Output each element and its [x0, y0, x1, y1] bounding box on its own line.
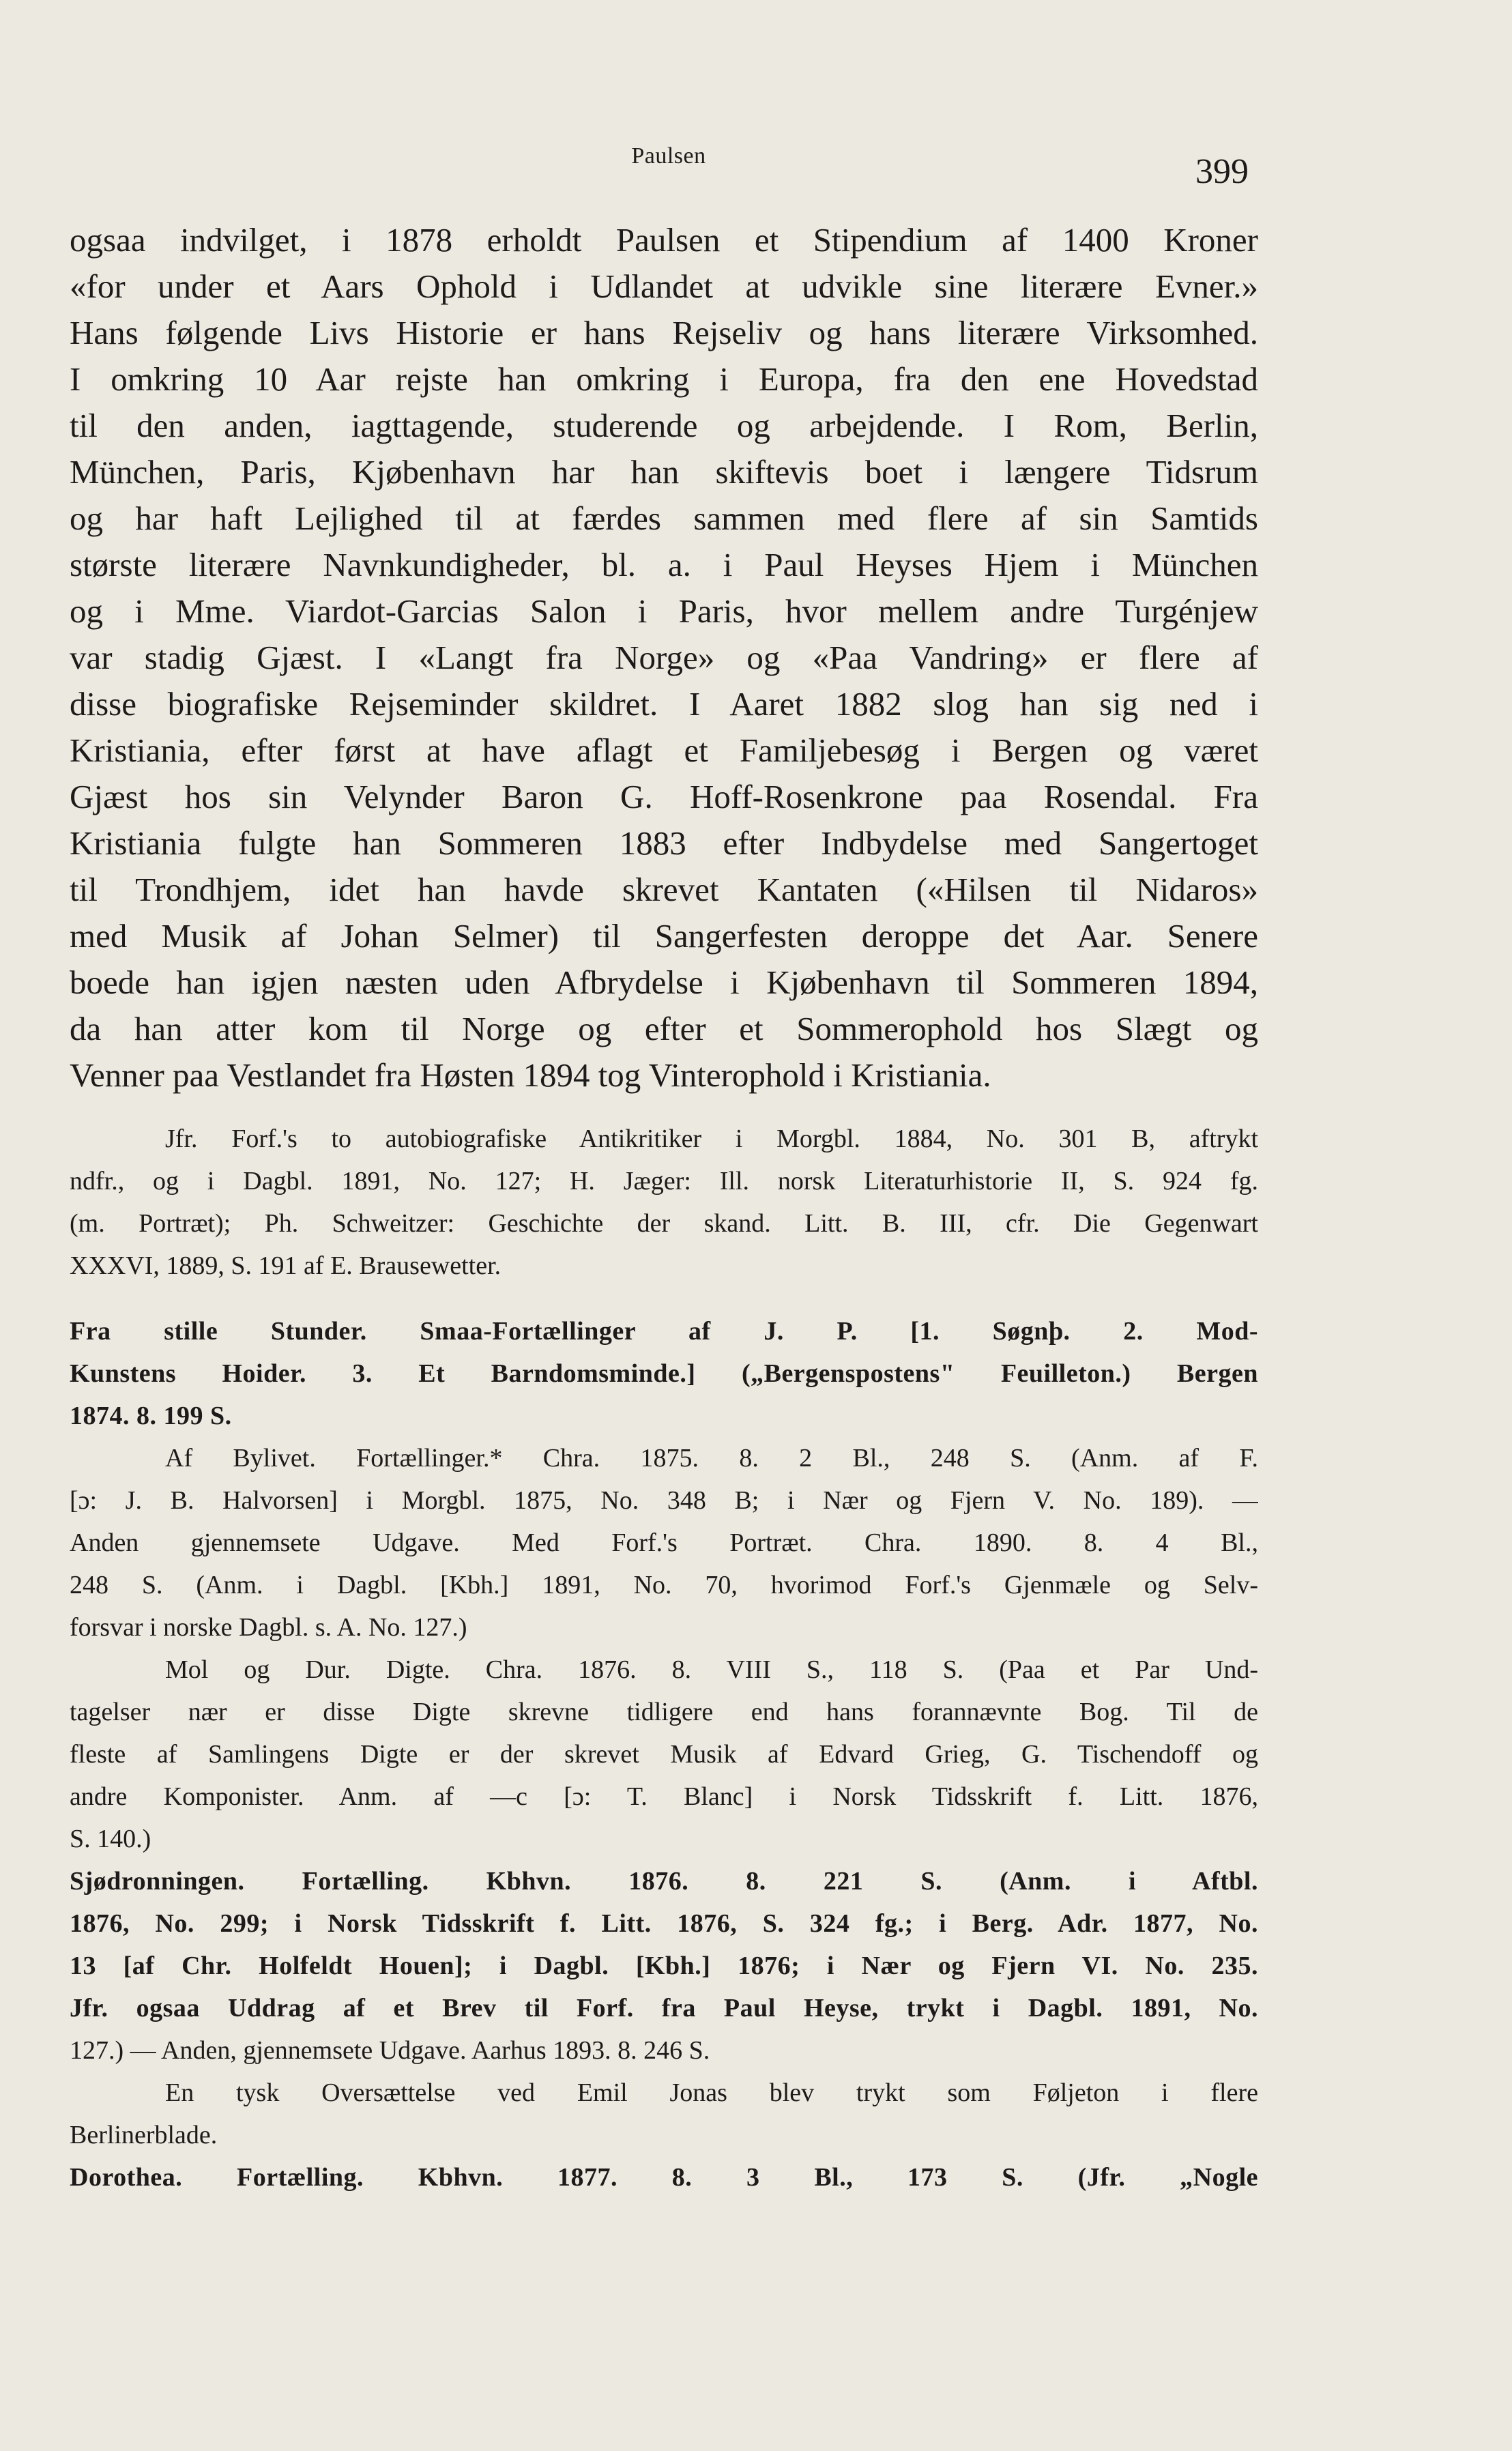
- entry-line: Af Bylivet. Fortællinger.* Chra. 1875. 8. 2 Bl., 248 S. (Anm. af F.: [165, 1444, 1258, 1473]
- bibliography-entry-mol-og-dur: [70, 1649, 1258, 1860]
- entry-line: Berlinerblade.: [70, 2121, 218, 2149]
- text-line: Hans følgende Livs Historie er hans Rejseliv og hans literære Virksomhed.: [70, 314, 1258, 351]
- bibliography-entry-dorothea: [70, 2156, 1258, 2199]
- sources-note: [70, 1118, 1258, 1287]
- text-line: München, Paris, Kjøbenhavn har han skiftevis boet i længere Tidsrum: [70, 453, 1258, 491]
- page-number: 399: [1195, 152, 1249, 191]
- text-line: Venner paa Vestlandet fra Høsten 1894 tog Vinterophold i Kristiania.: [70, 1056, 991, 1094]
- entry-line: andre Komponister. Anm. af —c [ɔ: T. Blanc] i Norsk Tidsskrift f. Litt. 1876,: [70, 1782, 1258, 1811]
- text-line: Kristiania fulgte han Sommeren 1883 efter Indbydelse med Sangertoget: [70, 824, 1258, 862]
- text-line: var stadig Gjæst. I «Langt fra Norge» og «Paa Vandring» er flere af: [70, 639, 1258, 676]
- entry-line: Dorothea. Fortælling. Kbhvn. 1877. 8. 3 Bl., 173 S. (Jfr. „Nogle: [70, 2163, 1258, 2192]
- note-line: ndfr., og i Dagbl. 1891, No. 127; H. Jæger: Ill. norsk Literaturhistorie II, S. 924 fg.: [70, 1167, 1258, 1195]
- entry-line: tagelser nær er disse Digte skrevne tidligere end hans forannævnte Bog. Til de: [70, 1698, 1258, 1726]
- entry-line: [ɔ: J. B. Halvorsen] i Morgbl. 1875, No. 348 B; i Nær og Fjern V. No. 189). —: [70, 1486, 1258, 1515]
- entry-line: Mol og Dur. Digte. Chra. 1876. 8. VIII S., 118 S. (Paa et Par Und-: [165, 1655, 1258, 1684]
- note-line: XXXVI, 1889, S. 191 af E. Brausewetter.: [70, 1251, 501, 1280]
- entry-line: 1874. 8. 199 S.: [70, 1402, 232, 1430]
- entry-line: Kunstens Hoider. 3. Et Barndomsminde.] („Bergenspostens" Feuilleton.) Bergen: [70, 1359, 1258, 1388]
- entry-line: Sjødronningen. Fortælling. Kbhvn. 1876. 8. 221 S. (Anm. i Aftbl.: [70, 1867, 1258, 1896]
- note-line: (m. Portræt); Ph. Schweitzer: Geschichte der skand. Litt. B. III, cfr. Die Gegenwart: [70, 1209, 1258, 1238]
- entry-line: 127.) — Anden, gjennemsete Udgave. Aarhus 1893. 8. 246 S.: [70, 2036, 710, 2065]
- text-line: disse biografiske Rejseminder skildret. I Aaret 1882 slog han sig ned i: [70, 685, 1258, 723]
- entry-line: 13 [af Chr. Holfeldt Houen]; i Dagbl. [Kbh.] 1876; i Nær og Fjern VI. No. 235.: [70, 1952, 1258, 1980]
- text-line: «for under et Aars Ophold i Udlandet at udvikle sine literære Evner.»: [70, 267, 1258, 305]
- text-line: til Trondhjem, idet han havde skrevet Kantaten («Hilsen til Nidaros»: [70, 871, 1258, 908]
- text-line: med Musik af Johan Selmer) til Sangerfesten deroppe det Aar. Senere: [70, 917, 1258, 955]
- text-line: til den anden, iagttagende, studerende og arbejdende. I Rom, Berlin,: [70, 407, 1258, 444]
- entry-line: Anden gjennemsete Udgave. Med Forf.'s Portræt. Chra. 1890. 8. 4 Bl.,: [70, 1528, 1258, 1557]
- entry-line: 248 S. (Anm. i Dagbl. [Kbh.] 1891, No. 70, hvorimod Forf.'s Gjenmæle og Selv-: [70, 1571, 1258, 1599]
- text-line: og i Mme. Viardot-Garcias Salon i Paris, hvor mellem andre Turgénjew: [70, 592, 1258, 630]
- text-line: boede han igjen næsten uden Afbrydelse i Kjøbenhavn til Sommeren 1894,: [70, 963, 1258, 1001]
- entry-line: En tysk Oversættelse ved Emil Jonas blev trykt som Føljeton i flere: [165, 2078, 1258, 2107]
- running-head: Paulsen: [631, 143, 706, 169]
- text-line: I omkring 10 Aar rejste han omkring i Europa, fra den ene Hovedstad: [70, 360, 1258, 398]
- main-paragraph: [70, 217, 1258, 1099]
- bibliography-entry-fra-stille-stunder: [70, 1310, 1258, 1437]
- text-line: største literære Navnkundigheder, bl. a. i Paul Heyses Hjem i München: [70, 546, 1258, 583]
- entry-line: S. 140.): [70, 1825, 151, 1853]
- text-line: Gjæst hos sin Velynder Baron G. Hoff-Rosenkrone paa Rosendal. Fra: [70, 778, 1258, 815]
- body-text: [70, 217, 1258, 2199]
- text-line: Kristiania, efter først at have aflagt et Familjebesøg i Bergen og været: [70, 731, 1258, 769]
- text-line: ogsaa indvilget, i 1878 erholdt Paulsen et Stipendium af 1400 Kroner: [70, 221, 1258, 259]
- entry-line: fleste af Samlingens Digte er der skrevet Musik af Edvard Grieg, G. Tischendoff og: [70, 1740, 1258, 1769]
- bibliography-entry-sjodronningen: [70, 1860, 1258, 2072]
- entry-line: forsvar i norske Dagbl. s. A. No. 127.): [70, 1613, 467, 1642]
- entry-line: Jfr. ogsaa Uddrag af et Brev til Forf. fra Paul Heyse, trykt i Dagbl. 1891, No.: [70, 1994, 1258, 2022]
- bibliography-entry-af-bylivet: [70, 1437, 1258, 1649]
- entry-line: Fra stille Stunder. Smaa-Fortællinger af J. P. [1. Søgnþ. 2. Mod-: [70, 1317, 1258, 1346]
- text-line: og har haft Lejlighed til at færdes sammen med flere af sin Samtids: [70, 499, 1258, 537]
- entry-line: 1876, No. 299; i Norsk Tidsskrift f. Litt. 1876, S. 324 fg.; i Berg. Adr. 1877, No.: [70, 1909, 1258, 1938]
- note-line: Jfr. Forf.'s to autobiografiske Antikritiker i Morgbl. 1884, No. 301 B, aftrykt: [165, 1125, 1258, 1153]
- translation-note: [70, 2072, 1258, 2156]
- text-line: da han atter kom til Norge og efter et Sommerophold hos Slægt og: [70, 1010, 1258, 1047]
